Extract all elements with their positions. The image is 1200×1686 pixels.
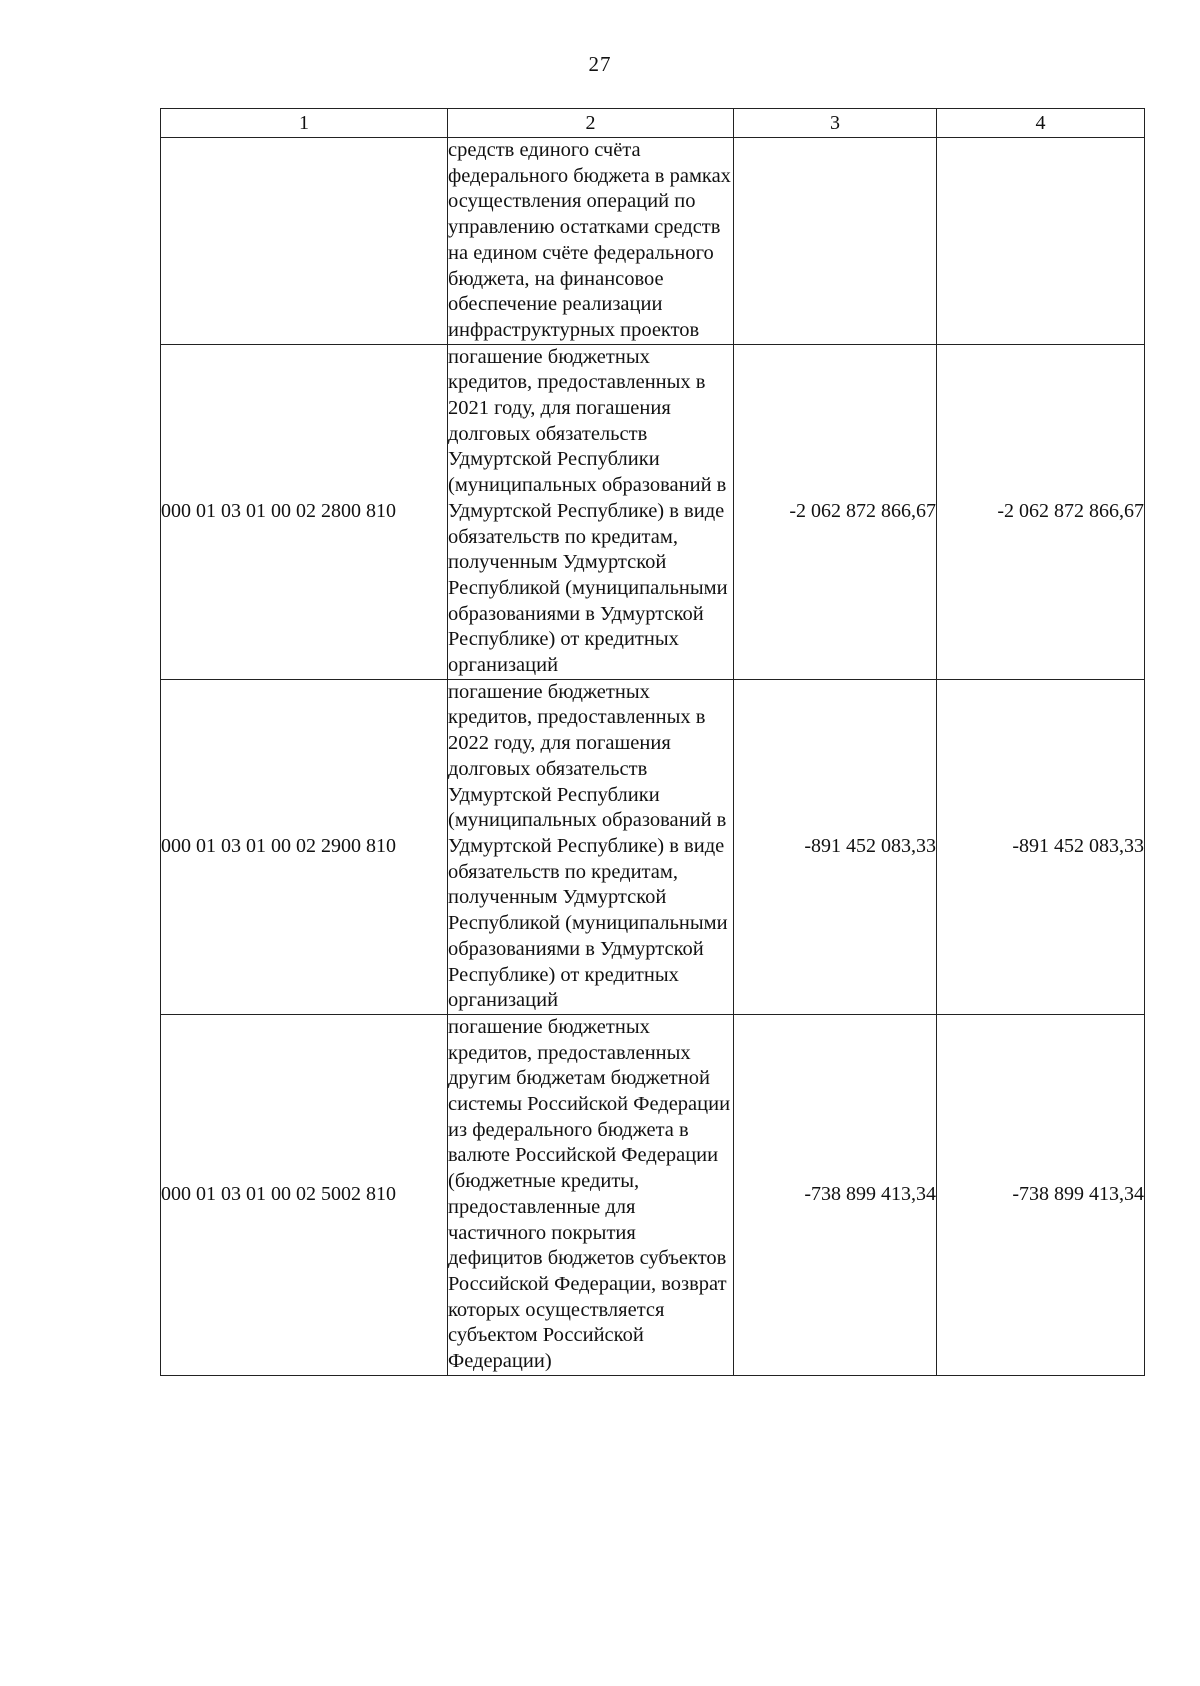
column-header-1: 1 (161, 109, 448, 138)
column-header-3: 3 (734, 109, 937, 138)
amount-cell-col3: -2 062 872 866,67 (734, 344, 937, 679)
budget-code-cell (161, 138, 448, 345)
description-cell: погашение бюджетных кредитов, предоставленных в 2022 году, для погашения долговых обязательств Удмуртской Республики (муниципальных образований в Удмуртской Республике) в виде обязательств по кредитам, полученным Удмуртской Республикой (муниципальными образованиями в Удмуртской Республике) от кредитных организаций (448, 679, 734, 1014)
amount-cell-col4: -2 062 872 866,67 (937, 344, 1145, 679)
table-row (161, 138, 1145, 345)
description-cell: погашение бюджетных кредитов, предоставленных другим бюджетам бюджетной системы Российской Федерации из федерального бюджета в валюте Российской Федерации (бюджетные кредиты, предоставленные для частичного покрытия дефицитов бюджетов субъектов Российской Федерации, возврат которых осуществляется субъектом Российской Федерации) (448, 1014, 734, 1375)
budget-code-cell: 000 01 03 01 00 02 5002 810 (161, 1014, 448, 1375)
table-row (161, 1014, 1145, 1375)
table-header-row (161, 109, 1145, 138)
amount-cell-col4: -738 899 413,34 (937, 1014, 1145, 1375)
budget-code-cell: 000 01 03 01 00 02 2800 810 (161, 344, 448, 679)
table-row (161, 679, 1145, 1014)
amount-cell-col4 (937, 138, 1145, 345)
budget-table (160, 108, 1145, 1376)
amount-cell-col4: -891 452 083,33 (937, 679, 1145, 1014)
description-cell: средств единого счёта федерального бюджета в рамках осуществления операций по управлению остатками средств на едином счёте федерального бюджета, на финансовое обеспечение реализации инфраструктурных проектов (448, 138, 734, 345)
page-number: 27 (588, 52, 612, 76)
amount-cell-col3 (734, 138, 937, 345)
column-header-4: 4 (937, 109, 1145, 138)
description-cell: погашение бюджетных кредитов, предоставленных в 2021 году, для погашения долговых обязательств Удмуртской Республики (муниципальных образований в Удмуртской Республике) в виде обязательств по кредитам, полученным Удмуртской Республикой (муниципальными образованиями в Удмуртской Республике) от кредитных организаций (448, 344, 734, 679)
column-header-2: 2 (448, 109, 734, 138)
amount-cell-col3: -891 452 083,33 (734, 679, 937, 1014)
budget-code-cell: 000 01 03 01 00 02 2900 810 (161, 679, 448, 1014)
amount-cell-col3: -738 899 413,34 (734, 1014, 937, 1375)
table-row (161, 344, 1145, 679)
